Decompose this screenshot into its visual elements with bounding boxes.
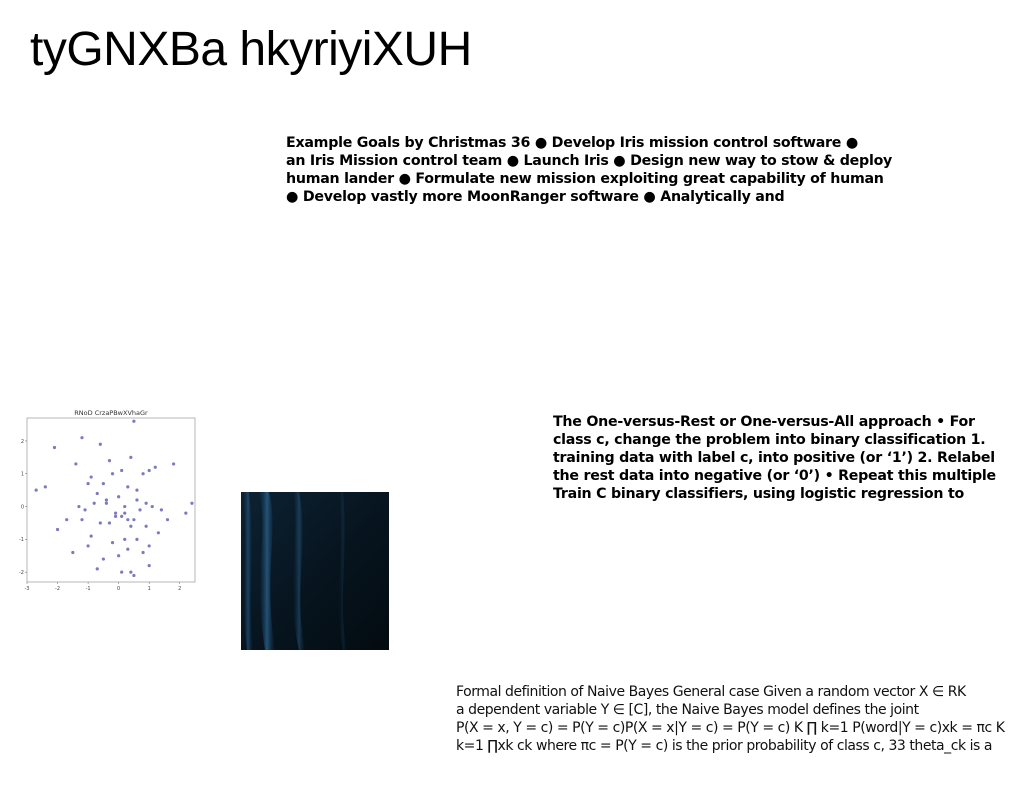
goals-line: an Iris Mission control team ● Launch Iris ● Design new way to stow & deploy — [286, 153, 893, 169]
scatter-point — [99, 443, 102, 446]
scatter-point — [126, 485, 129, 488]
scatter-point — [123, 538, 126, 541]
goals-line: Example Goals by Christmas 36 ● Develop Iris mission control software ● — [286, 135, 858, 151]
scatter-point — [172, 462, 175, 465]
scatter-point — [96, 567, 99, 570]
scatter-point — [65, 518, 68, 521]
one-vs-rest-text-block — [553, 413, 996, 503]
scatter-point — [148, 544, 151, 547]
scatter-point — [111, 472, 114, 475]
scatter-point — [114, 512, 117, 515]
y-tick-label: -1 — [19, 537, 24, 544]
ovr-line: Train C binary classifiers, using logistic regression to — [553, 486, 964, 502]
scatter-point — [44, 485, 47, 488]
scatter-point — [148, 564, 151, 567]
scatter-point — [120, 469, 123, 472]
naive-line: k=1 ∏xk ck where πc = P(Y = c) is the prior probability of class c, 33 theta_ck is a — [456, 738, 993, 754]
scatter-point — [86, 482, 89, 485]
scatter-point — [120, 515, 123, 518]
scatter-point — [157, 531, 160, 534]
ovr-line: training data with label c, into positive (or ‘1’) 2. Relabel — [553, 450, 995, 466]
scatter-point — [105, 498, 108, 501]
scatter-point — [80, 518, 83, 521]
y-tick-label: 2 — [20, 438, 24, 445]
scatter-point — [90, 475, 93, 478]
ovr-line: The One-versus-Rest or One-versus-All approach • For — [553, 414, 975, 430]
scatter-point — [71, 551, 74, 554]
scatter-point — [90, 534, 93, 537]
scatter-point — [190, 502, 193, 505]
scatter-point — [135, 538, 138, 541]
scatter-point — [123, 512, 126, 515]
scatter-point — [132, 518, 135, 521]
scatter-point — [111, 541, 114, 544]
scatter-point — [154, 466, 157, 469]
naive-line: Formal definition of Naive Bayes General case Given a random vector X ∈ RK — [456, 684, 966, 700]
scatter-point — [53, 446, 56, 449]
scatter-point — [117, 495, 120, 498]
scatter-point — [35, 489, 38, 492]
scatter-point — [80, 436, 83, 439]
scatter-point — [117, 554, 120, 557]
y-tick-label: 0 — [20, 504, 24, 511]
scatter-point — [123, 505, 126, 508]
scatter-point — [102, 557, 105, 560]
naive-bayes-text-block — [456, 683, 1004, 755]
scatter-point — [108, 521, 111, 524]
scatter-point — [160, 508, 163, 511]
scatter-point — [126, 518, 129, 521]
goals-line: ● Develop vastly more MoonRanger software ● Analytically and — [286, 189, 785, 205]
scatter-point — [99, 521, 102, 524]
y-tick-label: 1 — [20, 471, 24, 478]
page-title: tyGNXBa hkyriyiXUH — [30, 23, 472, 76]
scatter-chart — [18, 405, 200, 592]
scatter-point — [151, 505, 154, 508]
ovr-line: the rest data into negative (or ‘0’) • Repeat this multiple — [553, 468, 996, 484]
chart-title: RNoD CrzaPBwXVhaGr — [74, 409, 148, 417]
scatter-point — [129, 456, 132, 459]
scatter-point — [141, 472, 144, 475]
scatter-point — [74, 462, 77, 465]
scatter-point — [145, 502, 148, 505]
x-tick-label: -1 — [85, 586, 91, 592]
dark-curtain-image — [241, 492, 389, 650]
scatter-point — [132, 420, 135, 423]
scatter-point — [129, 525, 132, 528]
x-tick-label: -3 — [24, 586, 30, 592]
scatter-point — [96, 492, 99, 495]
scatter-point — [114, 515, 117, 518]
scatter-point — [105, 502, 108, 505]
scatter-point — [135, 489, 138, 492]
scatter-point — [126, 548, 129, 551]
plot-frame — [27, 418, 195, 582]
goals-line: human lander ● Formulate new mission exploiting great capability of human — [286, 171, 884, 187]
x-tick-label: 0 — [117, 586, 121, 592]
scatter-point — [93, 502, 96, 505]
x-tick-label: -2 — [55, 586, 61, 592]
x-tick-label: 2 — [178, 586, 182, 592]
scatter-point — [86, 544, 89, 547]
scatter-point — [129, 571, 132, 574]
scatter-point — [102, 482, 105, 485]
scatter-point — [148, 469, 151, 472]
scatter-point — [145, 525, 148, 528]
x-tick-label: 1 — [147, 586, 151, 592]
naive-line: a dependent variable Y ∈ [C], the Naive Bayes model defines the joint — [456, 702, 919, 718]
y-tick-label: -2 — [19, 569, 24, 576]
goals-text-block — [286, 134, 892, 206]
scatter-point — [83, 508, 86, 511]
scatter-point — [138, 508, 141, 511]
naive-line: P(X = x, Y = c) = P(Y = c)P(X = x|Y = c) = P(Y = c) K ∏ k=1 P(word|Y = c)xk = πc K — [456, 720, 1005, 736]
ovr-line: class c, change the problem into binary classification 1. — [553, 432, 986, 448]
scatter-point — [184, 512, 187, 515]
scatter-point — [77, 505, 80, 508]
scatter-point — [56, 528, 59, 531]
scatter-point — [166, 518, 169, 521]
scatter-point — [135, 498, 138, 501]
scatter-point — [120, 571, 123, 574]
scatter-point — [108, 459, 111, 462]
scatter-point — [141, 551, 144, 554]
scatter-point — [132, 574, 135, 577]
